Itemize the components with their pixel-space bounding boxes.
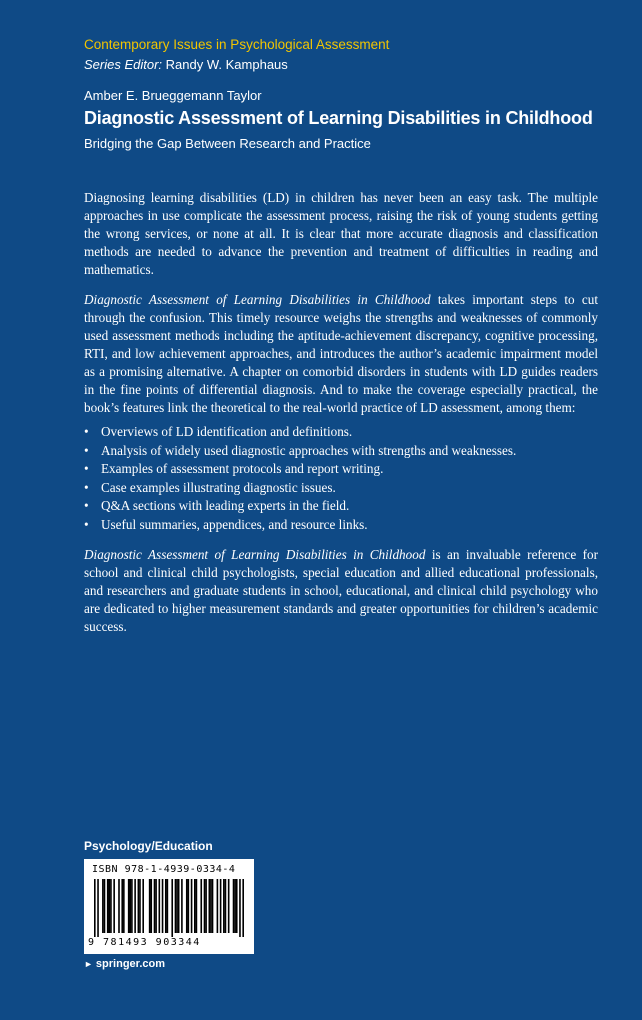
bullet-icon: •: [84, 442, 89, 458]
barcode-bar: [113, 879, 115, 933]
barcode-bar: [196, 879, 198, 933]
barcode-bar: [134, 879, 136, 933]
barcode-bar: [200, 879, 202, 933]
list-item: [84, 423, 598, 442]
barcode-bar: [162, 879, 164, 933]
barcode-bar: [107, 879, 109, 933]
series-title: Contemporary Issues in Psychological Assessment: [84, 37, 390, 52]
list-item: [84, 460, 598, 479]
series-editor-label: Series Editor:: [84, 57, 163, 72]
barcode-bar: [167, 879, 169, 933]
barcode-bar: [128, 879, 130, 933]
barcode-bar: [123, 879, 125, 933]
description: [84, 189, 598, 648]
publisher-website: [84, 958, 165, 970]
barcode-bar: [155, 879, 157, 933]
barcode-bar: [138, 879, 140, 933]
bullet-icon: •: [84, 516, 89, 532]
barcode-bar: [212, 879, 214, 933]
barcode-bar: [205, 879, 207, 933]
barcode-bar: [225, 879, 227, 933]
paragraph-2-text: takes important steps to cut through the confusion. This timely resource weighs the strengths and weaknesses of commonly used assessment methods including the aptitude-achievement discrepancy, cognitive processing, RTI, and low achievement approaches, and introduces the author’s academic impairment model as a promising alternative. A chapter on comorbid disorders in students with LD guides readers in the fine points of differential diagnosis. And to make the coverage especially practical, the book’s features link the theoretical to the real-world practice of LD assessment, among them:: [84, 292, 598, 415]
book-title-italic: Diagnostic Assessment of Learning Disabilities in Childhood: [84, 292, 431, 307]
barcode-bar: [178, 879, 180, 933]
features-list: [84, 423, 598, 534]
list-item: [84, 497, 598, 516]
barcode-bar: [121, 879, 123, 933]
bullet-icon: •: [84, 498, 89, 513]
barcode: [84, 859, 254, 954]
feature-text: Examples of assessment protocols and report writing.: [101, 461, 384, 476]
book-title: Diagnostic Assessment of Learning Disabilities in Childhood: [84, 108, 593, 128]
barcode-bar: [188, 879, 190, 933]
barcode-bar: [194, 879, 196, 933]
barcode-bar: [236, 879, 238, 933]
series-editor: [84, 56, 624, 73]
barcode-bar: [150, 879, 152, 933]
barcode-bar: [217, 879, 219, 933]
barcode-bar: [228, 879, 230, 933]
barcode-bar: [191, 879, 193, 933]
barcode-bar: [176, 879, 178, 933]
barcode-bar: [233, 879, 235, 933]
barcode-bar: [154, 879, 156, 933]
barcode-bar: [131, 879, 133, 933]
barcode-bar: [142, 879, 144, 933]
book-subtitle: Bridging the Gap Between Research and Practice: [84, 136, 371, 151]
isbn-label: ISBN 978-1-4939-0334-4: [92, 864, 236, 875]
book-title-italic: Diagnostic Assessment of Learning Disabilities in Childhood: [84, 547, 426, 562]
description-paragraph-2: [84, 291, 598, 417]
barcode-bar: [149, 879, 151, 933]
barcode-bar: [204, 879, 206, 933]
barcode-bar: [242, 879, 244, 937]
barcode-bar: [223, 879, 225, 933]
barcode-bar: [110, 879, 112, 933]
barcode-bar: [186, 879, 188, 933]
list-item: [84, 442, 598, 461]
barcode-bars: [94, 879, 244, 937]
barcode-bar: [239, 879, 241, 937]
description-paragraph-1: Diagnosing learning disabilities (LD) in children has never been an easy task. The multiple approaches in use complicate the assessment process, raising the risk of young students getting the wrong services, or none at all. It is clear that more accurate diagnosis and classification methods are needed to advance the prevention and treatment of difficulties in reading and mathematics.: [84, 190, 598, 277]
barcode-bar: [159, 879, 161, 933]
barcode-bar: [181, 879, 183, 933]
barcode-bar: [94, 879, 96, 937]
barcode-bar: [97, 879, 99, 937]
bullet-icon: •: [84, 461, 89, 476]
feature-text: Useful summaries, appendices, and resource links.: [101, 516, 368, 532]
feature-text: Q&A sections with leading experts in the field.: [101, 498, 350, 513]
website-text: springer.com: [95, 958, 165, 970]
barcode-bar: [175, 879, 177, 933]
arrow-right-icon: ►: [84, 959, 93, 969]
barcode-bar: [109, 879, 111, 933]
book-author: Amber E. Brueggemann Taylor: [84, 88, 262, 103]
barcode-bar: [129, 879, 131, 933]
series-editor-name: Randy W. Kamphaus: [165, 57, 288, 72]
barcode-bar: [220, 879, 222, 933]
bullet-icon: •: [84, 479, 89, 495]
barcode-bar: [104, 879, 106, 933]
feature-text: Overviews of LD identification and definitions.: [101, 424, 353, 439]
feature-text: Analysis of widely used diagnostic approaches with strengths and weaknesses.: [101, 442, 517, 458]
barcode-bar: [209, 879, 211, 933]
barcode-bar: [102, 879, 104, 933]
list-item: [84, 516, 598, 535]
barcode-bar: [234, 879, 236, 933]
bullet-icon: •: [84, 424, 89, 439]
subject-category: Psychology/Education: [84, 839, 213, 853]
barcode-bar: [171, 879, 173, 937]
paragraph-3-text: is an invaluable reference for school and clinical child psychologists, special education and allied educational professionals, and researchers and graduate students in school, educational, and clinical child psychology who are dedicated to higher measurement standards and greater opportunities for children’s academic success.: [84, 547, 598, 634]
feature-text: Case examples illustrating diagnostic issues.: [101, 479, 336, 495]
barcode-digits: 9 781493 903344: [88, 937, 201, 948]
series-block: [84, 36, 624, 73]
barcode-bar: [139, 879, 141, 933]
barcode-bar: [118, 879, 120, 933]
barcode-bar: [210, 879, 212, 933]
list-item: [84, 479, 598, 498]
description-paragraph-3: [84, 546, 598, 636]
barcode-bar: [165, 879, 167, 933]
